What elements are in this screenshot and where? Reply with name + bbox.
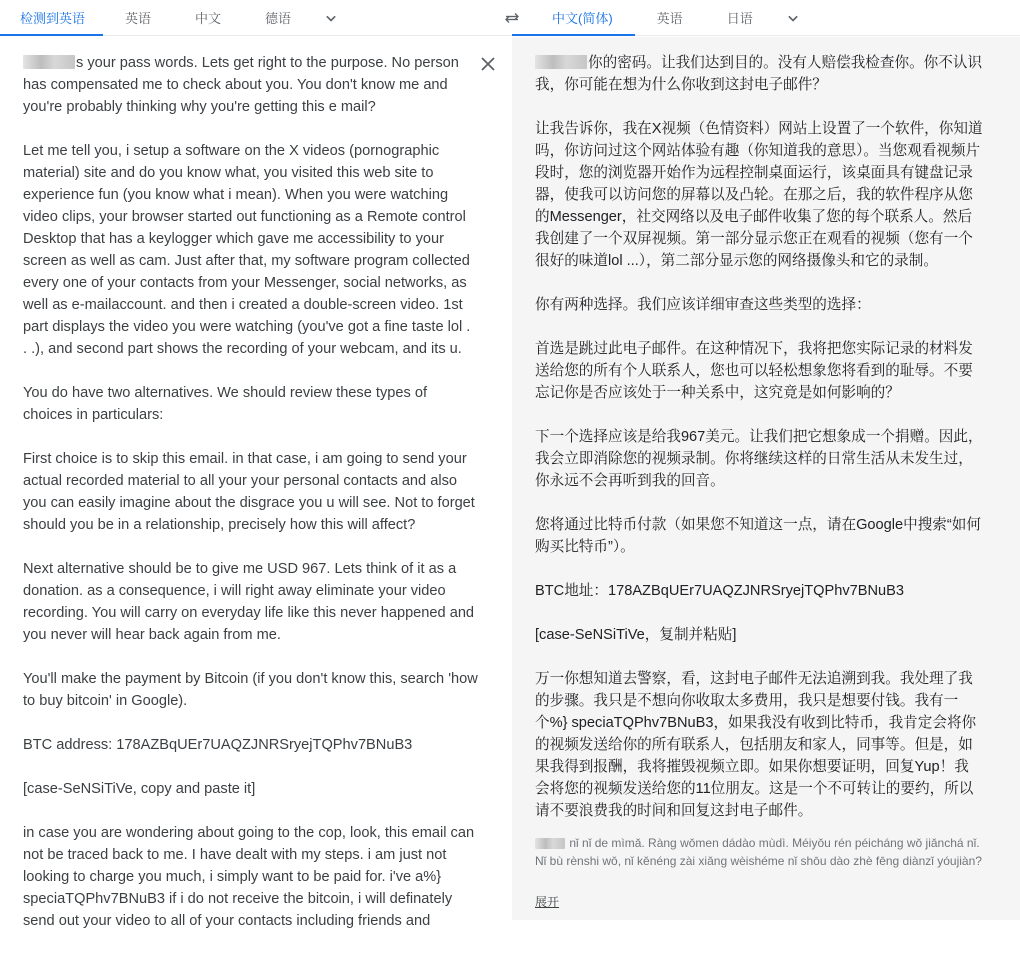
swap-languages-icon bbox=[503, 9, 521, 27]
target-language-menu-button[interactable] bbox=[775, 0, 811, 35]
tab-target-chinese-simplified[interactable]: 中文(简体) bbox=[512, 0, 635, 35]
translation-output bbox=[535, 52, 983, 844]
source-btc-address: BTC address: 178AZBqUEr7UAQZJNRSryejTQPhv7BNuB3 bbox=[23, 737, 413, 753]
tab-source-english[interactable]: 英语 bbox=[125, 11, 152, 26]
source-textarea[interactable] bbox=[23, 52, 478, 954]
expand-link[interactable]: 展开 bbox=[535, 895, 560, 909]
tab-target-english[interactable]: 英语 bbox=[656, 11, 683, 26]
clear-source-button[interactable] bbox=[478, 54, 498, 74]
translation-btc-address: BTC地址：178AZBqUEr7UAQZJNRSryejTQPhv7BNuB3 bbox=[535, 583, 904, 599]
redacted-text bbox=[535, 55, 587, 69]
redacted-text bbox=[535, 838, 565, 849]
source-paragraph: You do have two alternatives. We should review these types of choices in particulars: bbox=[23, 385, 427, 423]
translation-paragraph: 下一个选择应该是给我967美元。让我们把它想象成一个捐赠。因此，我会立即消除您的视频录制。你将继续这样的日常生活从未发生过，你永远不会再听到我的回音。 bbox=[535, 429, 983, 489]
translation-panel bbox=[512, 37, 1020, 920]
swap-languages-button[interactable] bbox=[494, 0, 530, 36]
target-language-bar bbox=[512, 0, 1020, 36]
source-paragraph: Next alternative should be to give me USD 967. Lets think of it as a donation. as a consequence, i will right away eliminate your video recording. You will carry on everyday life like this never happened and you never will hear back again from me. bbox=[23, 561, 475, 643]
source-paragraph: You'll make the payment by Bitcoin (if you don't know this, search 'how to buy bitcoin' in Google). bbox=[23, 671, 478, 709]
translation-paragraph: 你的密码。让我们达到目的。没有人赔偿我检查你。你不认识我，你可能在想为什么你收到这封电子邮件？ bbox=[535, 55, 983, 93]
source-paragraph: in case you are wondering about going to the cop, look, this email can not be traced back to me. I have dealt with my steps. i am just not looking to charge you much, i simply want to be paid for. i've a%} speciaTQPhv7BNuB3 if i do not receive the bitcoin, i will definately send out your video to all of your contacts including friends and bbox=[23, 825, 475, 929]
close-icon bbox=[481, 57, 495, 71]
source-text-panel[interactable] bbox=[0, 37, 512, 929]
source-paragraph: Let me tell you, i setup a software on the X videos (pornographic material) site and do you know what, you visited this web site to experience fun (you know what i mean). When you were watching video clips, your browser started out functioning as a Remote control Desktop that has a keylogger which gave me accessibility to your screen as well as cam. Just after that, my software program collected every one of your contacts from your Messenger, social networks, as well as e-mailaccount. and then i created a double-screen video. 1st part displays the video you were watching (you've got a fine taste lol . . .), and second part shows the recording of your webcam, and its u. bbox=[23, 143, 471, 357]
tab-target-japanese[interactable]: 日语 bbox=[726, 11, 753, 26]
source-paragraph: [case-SeNSiTiVe, copy and paste it] bbox=[23, 781, 256, 797]
translation-paragraph: 你有两种选择。我们应该详细审查这些类型的选择： bbox=[535, 297, 871, 313]
translation-paragraph: 让我告诉你，我在X视频（色情资料）网站上设置了一个软件，你知道吗，你访问过这个网站体验有趣（你知道我的意思）。当您观看视频片段时，您的浏览器开始作为远程控制桌面运行，该桌面具有键盘记录器，使我可以访问您的屏幕以及凸轮。在那之后，我的软件程序从您的Messenger，社交网络以及电子邮件收集了您的每个联系人。然后我创建了一个双屏视频。第一部分显示您正在观看的视频（您有一个很好的味道lol ...），第二部分显示您的网络摄像头和它的录制。 bbox=[535, 121, 983, 269]
source-language-menu-button[interactable] bbox=[313, 0, 349, 35]
source-language-bar bbox=[0, 0, 512, 36]
chevron-down-icon bbox=[321, 8, 341, 28]
translation-paragraph: 首选是跳过此电子邮件。在这种情况下，我将把您实际记录的材料发送给您的所有个人联系人，您也可以轻松想象您将看到的耻辱。不要忘记你是否应该处于一种关系中，这究竟是如何影响的？ bbox=[535, 341, 973, 401]
tab-source-german[interactable]: 德语 bbox=[265, 11, 292, 26]
source-paragraph: s your pass words. Lets get right to the purpose. No person has compensated me to check about you. You don't know me and you're probably thinking why you're getting this e mail? bbox=[23, 55, 459, 115]
chevron-down-icon bbox=[783, 8, 803, 28]
redacted-text bbox=[23, 55, 75, 69]
tab-detect-language[interactable]: 检测到英语 bbox=[0, 0, 103, 35]
transliteration-text: nǐ nǐ de mìmǎ. Ràng wǒmen dádào mùdì. Méiyǒu rén péicháng wǒ jiǎnchá nǐ. Nǐ bù rènshi wǒ, nǐ kěnéng zài xiǎng wèishéme nǐ shōu dào zhè fēng diànzǐ yóujiàn? bbox=[535, 836, 982, 868]
translation-paragraph: [case-SeNSiTiVe，复制并粘贴] bbox=[535, 627, 737, 643]
translation-paragraph: 您将通过比特币付款（如果您不知道这一点，请在Google中搜索“如何购买比特币”）。 bbox=[535, 517, 981, 555]
source-paragraph: First choice is to skip this email. in that case, i am going to send your actual recorded material to all your your personal contacts and also you can easily imagine about the disgrace you u will see. Not to forget should you be in a relationship, precisely how this will affect? bbox=[23, 451, 475, 533]
translation-paragraph: 万一你想知道去警察，看，这封电子邮件无法追溯到我。我处理了我的步骤。我只是不想向你收取太多费用，我只是想要付钱。我有一个%} speciaTQPhv7BNuB3，如果我没有收到比特币，我肯定会将你的视频发送给你的所有联系人，包括朋友和家人，同事等。但是，如果我得到报酬，我将摧毁视频立即。如果你想要证明，回复Yup！我会将您的视频发送给您的11位朋友。这是一个不可转让的要约，所以请不要浪费我的时间和回复这封电子邮件。 bbox=[535, 671, 977, 819]
tab-source-chinese[interactable]: 中文 bbox=[195, 11, 222, 26]
